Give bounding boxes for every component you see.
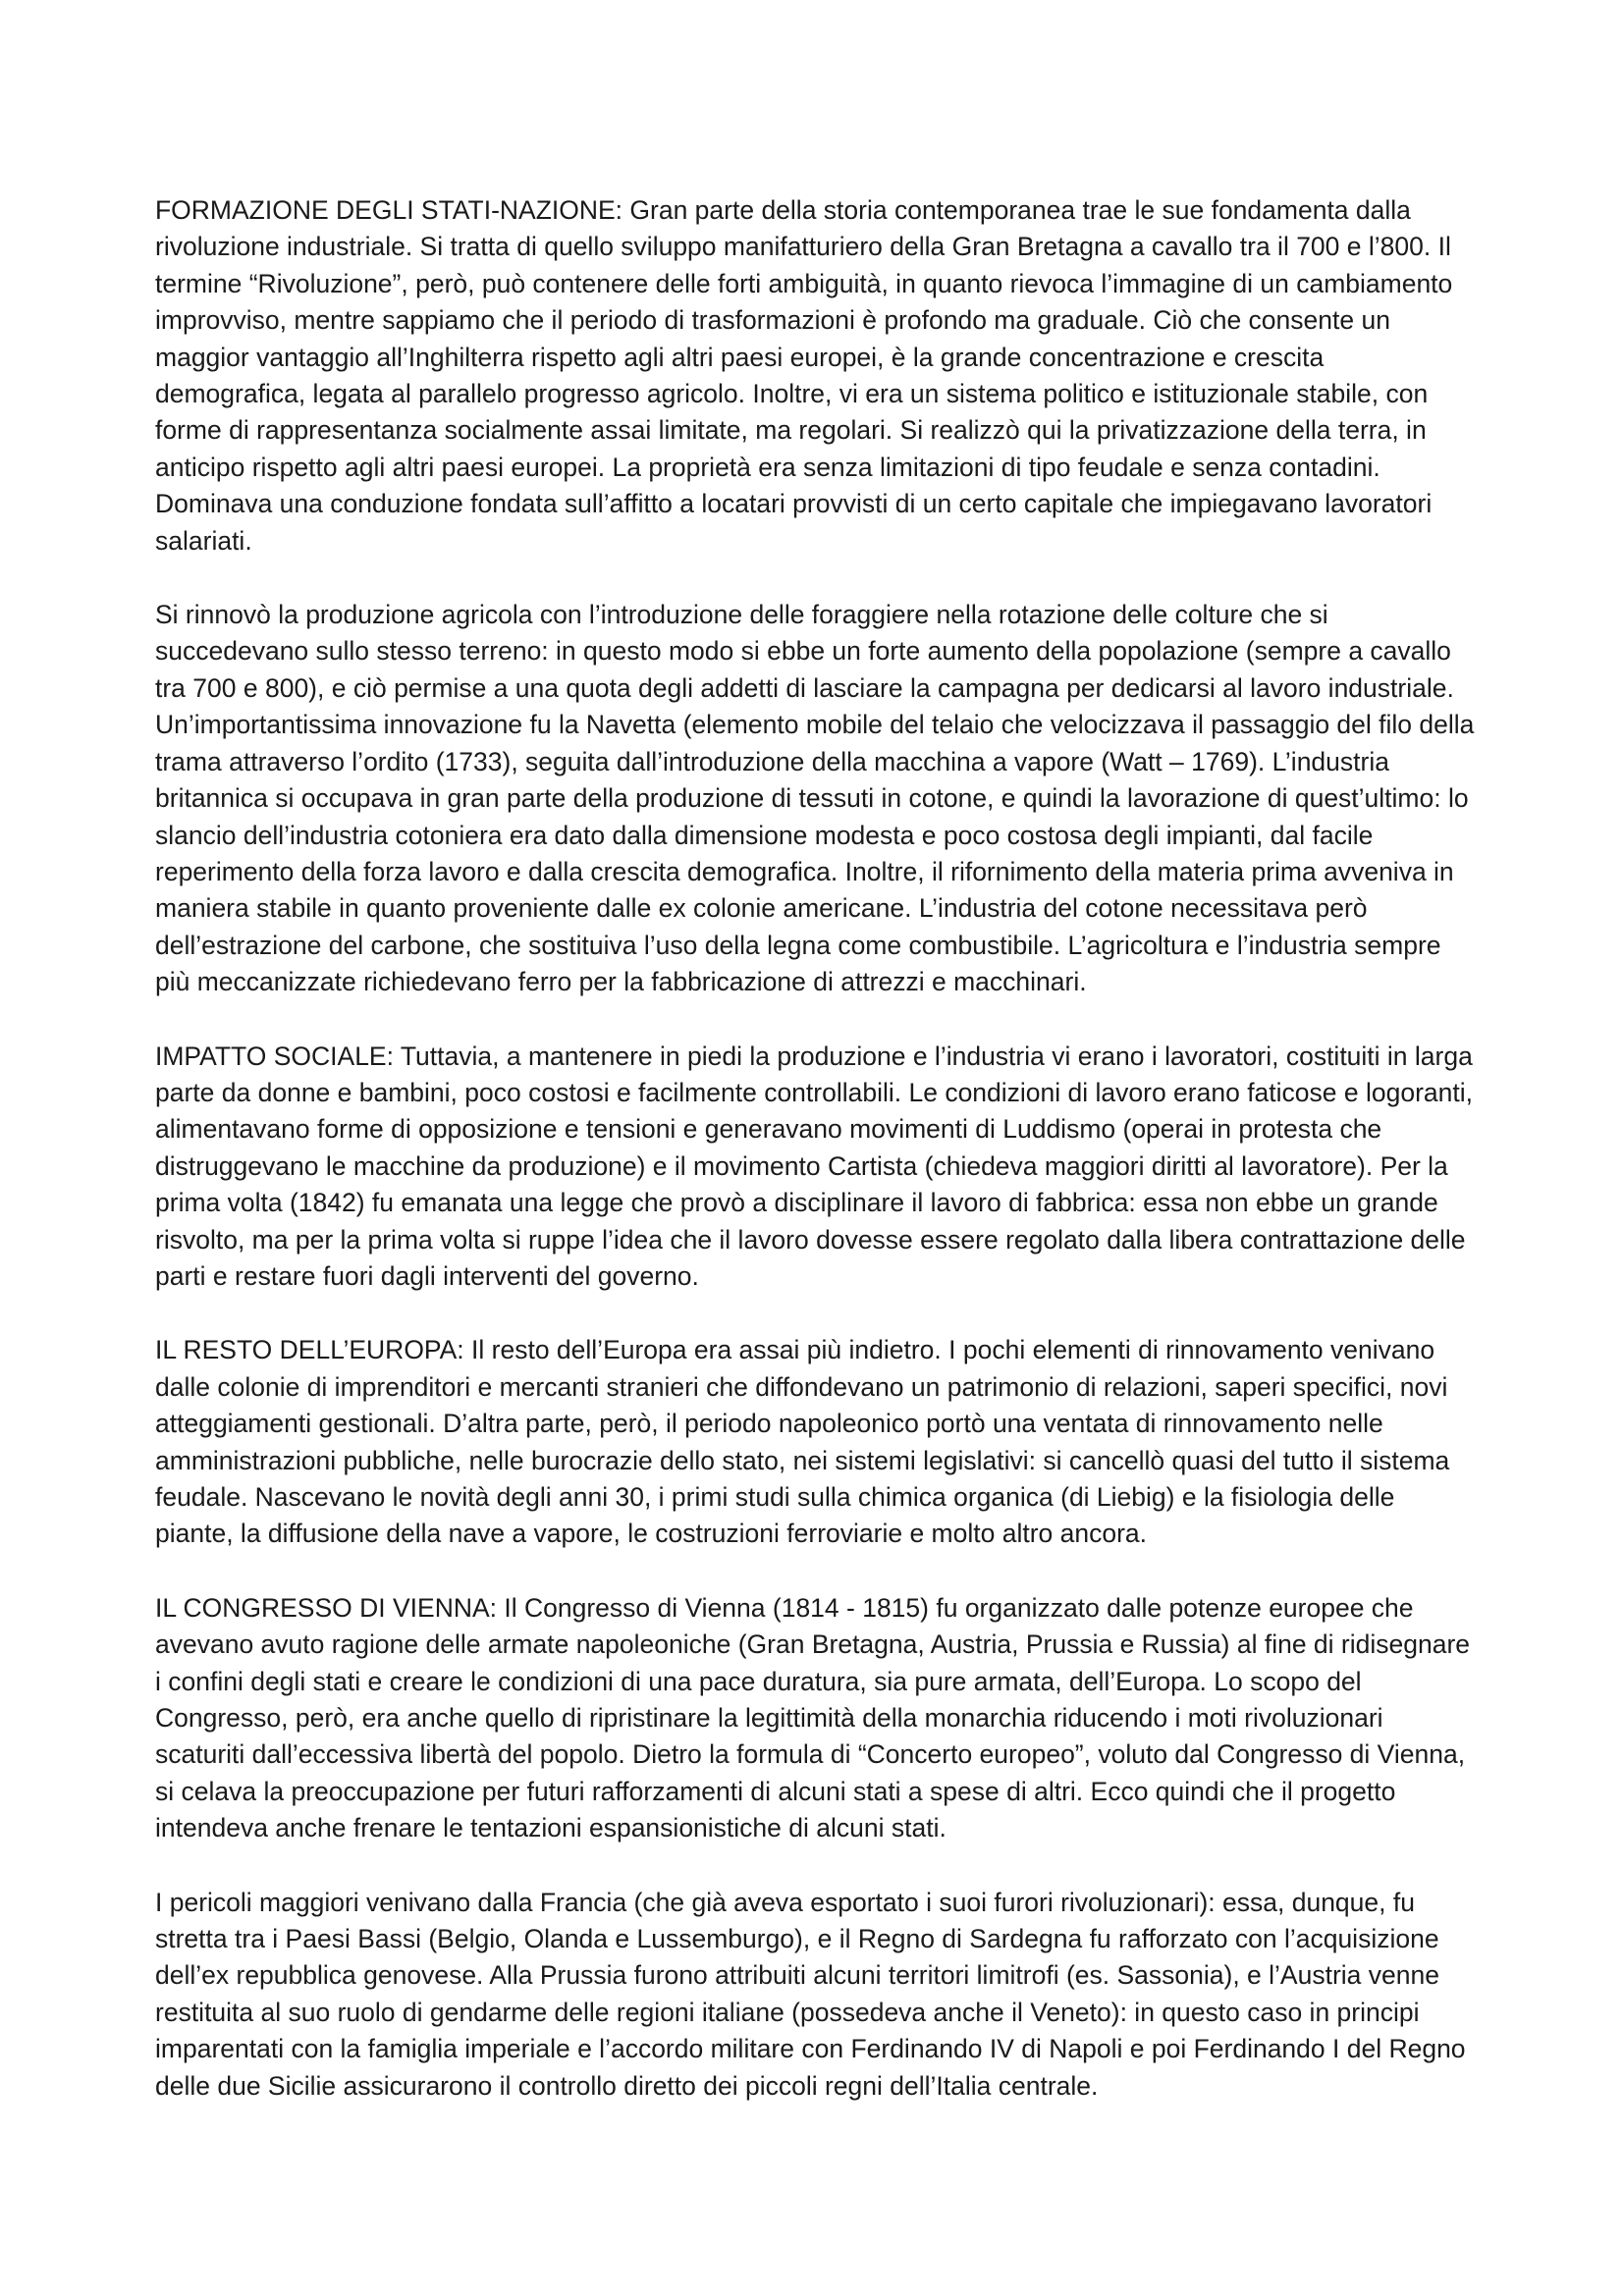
paragraph-formazione-stati-nazione: FORMAZIONE DEGLI STATI-NAZIONE: Gran parte della storia contemporanea trae le sue fondamenta dalla rivoluzione industriale. Si tratta di quello sviluppo manifatturiero della Gran Bretagna a cavallo tra il 700 e l’800. Il termine “Rivoluzione”, però, può contenere delle forti ambiguità, in quanto rievoca l’immagine di un cambiamento improvviso, mentre sappiamo che il periodo di trasformazioni è profondo ma graduale. Ciò che consente un maggior vantaggio all’Inghilterra rispetto agli altri paesi europei, è la grande concentrazione e crescita demografica, legata al parallelo progresso agricolo. Inoltre, vi era un sistema politico e istituzionale stabile, con forme di rappresentanza socialmente assai limitate, ma regolari. Si realizzò qui la privatizzazione della terra, in anticipo rispetto agli altri paesi europei. La proprietà era senza limitazioni di tipo feudale e senza contadini. Dominava una conduzione fondata sull’affitto a locatari provvisti di un certo capitale che impiegavano lavoratori salariati. xyxy=(155,195,1453,556)
paragraph-pericoli-francia: I pericoli maggiori venivano dalla Francia (che già aveva esportato i suoi furori rivoluzionari): essa, dunque, fu stretta tra i Paesi Bassi (Belgio, Olanda e Lussemburgo), e il Regno di Sardegna fu rafforzato con l’acquisizione dell’ex repubblica genovese. Alla Prussia furono attribuiti alcuni territori limitrofi (es. Sassonia), e l’Austria venne restituita al suo ruolo di gendarme delle regioni italiane (possedeva anche il Veneto): in questo caso in principi imparentati con la famiglia imperiale e l’accordo militare con Ferdinando IV di Napoli e poi Ferdinando I del Regno delle due Sicilie assicurarono il controllo diretto dei piccoli regni dell’Italia centrale. xyxy=(155,1887,1466,2101)
paragraph-produzione-agricola: Si rinnovò la produzione agricola con l’introduzione delle foraggiere nella rotazione delle colture che si succedevano sullo stesso terreno: in questo modo si ebbe un forte aumento della popolazione (sempre a cavallo tra 700 e 800), e ciò permise a una quota degli addetti di lasciare la campagna per dedicarsi al lavoro industriale. Un’importantissima innovazione fu la Navetta (elemento mobile del telaio che velocizzava il passaggio del filo della trama attraverso l’ordito (1733), seguita dall’introduzione della macchina a vapore (Watt – 1769). L’industria britannica si occupava in gran parte della produzione di tessuti in cotone, e quindi la lavorazione di quest’ultimo: lo slancio dell’industria cotoniera era dato dalla dimensione modesta e poco costosa degli impianti, dal facile reperimento della forza lavoro e dalla crescita demografica. Inoltre, il rifornimento della materia prima avveniva in maniera stabile in quanto proveniente dalle ex colonie americane. L’industria del cotone necessitava però dell’estrazione del carbone, che sostituiva l’uso della legna come combustibile. L’agricoltura e l’industria sempre più meccanizzate richiedevano ferro per la fabbricazione di attrezzi e macchinari. xyxy=(155,600,1475,997)
paragraph-impatto-sociale: IMPATTO SOCIALE: Tuttavia, a mantenere in piedi la produzione e l’industria vi erano i lavoratori, costituiti in larga parte da donne e bambini, poco costosi e facilmente controllabili. Le condizioni di lavoro erano faticose e logoranti, alimentavano forme di opposizione e tensioni e generavano movimenti di Luddismo (operai in protesta che distruggevano le macchine da produzione) e il movimento Cartista (chiedeva maggiori diritti al lavoratore). Per la prima volta (1842) fu emanata una legge che provò a disciplinare il lavoro di fabbrica: essa non ebbe un grande risvolto, ma per la prima volta si ruppe l’idea che il lavoro dovesse essere regolato dalla libera contrattazione delle parti e restare fuori dagli interventi del governo. xyxy=(155,1041,1474,1291)
paragraph-congresso-vienna: IL CONGRESSO DI VIENNA: Il Congresso di Vienna (1814 - 1815) fu organizzato dalle potenze europee che avevano avuto ragione delle armate napoleoniche (Gran Bretagna, Austria, Prussia e Russia) al fine di ridisegnare i confini degli stati e creare le condizioni di una pace duratura, sia pure armata, dell’Europa. Lo scopo del Congresso, però, era anche quello di ripristinare la legittimità della monarchia riducendo i moti rivoluzionari scaturiti dall’eccessiva libertà del popolo. Dietro la formula di “Concerto europeo”, voluto dal Congresso di Vienna, si celava la preoccupazione per futuri rafforzamenti di alcuni stati a spese di altri. Ecco quindi che il progetto intendeva anche frenare le tentazioni espansionistiche di alcuni stati. xyxy=(155,1592,1471,1843)
paragraph-resto-europa: IL RESTO DELL’EUROPA: Il resto dell’Europa era assai più indietro. I pochi elementi di rinnovamento venivano dalle colonie di imprenditori e mercanti stranieri che diffondevano un patrimonio di relazioni, saperi specifici, novi atteggiamenti gestionali. D’altra parte, però, il periodo napoleonico portò una ventata di rinnovamento nelle amministrazioni pubbliche, nelle burocrazie dello stato, nei sistemi legislativi: si cancellò quasi del tutto il sistema feudale. Nascevano le novità degli anni 30, i primi studi sulla chimica organica (di Liebig) e la fisiologia delle piante, la diffusione della nave a vapore, le costruzioni ferroviarie e molto altro ancora. xyxy=(155,1335,1450,1549)
